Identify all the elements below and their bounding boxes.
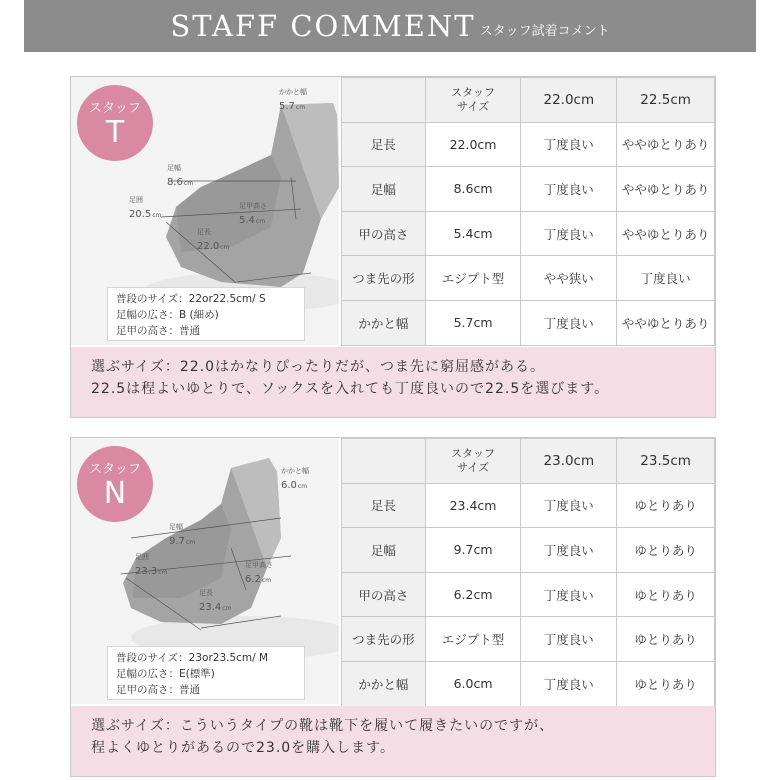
instep-height-measure [245,562,273,585]
table-cell: ややゆとりあり [617,211,715,256]
size-comment [71,347,715,417]
table-cell: 丁度良い [521,211,617,256]
table-cell: 丁度良い [617,256,715,301]
table-header-row [342,439,715,484]
info-line: 普段のサイズ：22or22.5cm/ S [116,293,266,305]
table-cell: やや狭い [521,256,617,301]
table-cell: ややゆとりあり [617,167,715,212]
table-cell: 丁度良い [521,572,617,617]
table-cell: 丁度良い [521,528,617,573]
measure-label: 足甲高さ [239,202,267,210]
measure-value: 5.4 [239,215,255,226]
section-header [24,0,756,52]
header-title: STAFF COMMENT [170,9,476,43]
info-line: 足幅の広さ：B (細め) [116,309,219,321]
table-row [342,122,715,167]
foot-length-measure [197,229,229,252]
measure-unit: cm [297,483,308,490]
measure-value: 23.4 [199,602,222,613]
measure-label: 足長 [197,228,211,236]
table-cell: ゆとりあり [617,483,715,528]
badge-label: スタッフ [88,101,141,116]
table-row [342,528,715,573]
table-cell: ゆとりあり [617,661,715,706]
table-cell: 丁度良い [521,122,617,167]
badge-letter: N [103,476,127,511]
row-label: つま先の形 [342,617,426,662]
comment-line: 選ぶサイズ：こういうタイプの靴は靴下を履いて履きたいのですが、 [91,718,555,734]
row-label: かかと幅 [342,300,426,345]
measure-unit: cm [152,212,162,219]
measure-value: 22.0 [197,241,220,252]
table-cell: 9.7cm [425,528,521,573]
table-cell: 丁度良い [521,617,617,662]
measure-value: 20.5 [129,209,152,220]
table-cell: 6.0cm [425,661,521,706]
table-header-cell: スタッフ サイズ [425,439,521,484]
foot-girth-measure [135,554,167,577]
row-label: 足幅 [342,167,426,212]
table-cell: 6.2cm [425,572,521,617]
table-header-cell: スタッフ サイズ [425,78,521,123]
staff-badge [77,446,153,522]
foot-width-measure [169,524,195,547]
measure-value: 9.7 [169,536,185,547]
measure-label: 足長 [199,589,213,597]
table-cell: 丁度良い [521,300,617,345]
info-line: 普段のサイズ：23or23.5cm/ M [116,652,269,664]
comment-line: 選ぶサイズ：22.0はかなりぴったりだが、つま先に窮屈感がある。 [91,359,546,375]
measure-unit: cm [185,539,196,546]
instep-height-measure [239,203,267,226]
heel-width-measure [279,89,307,112]
foot-figure [71,77,339,345]
measure-unit: cm [222,605,232,612]
comment-line: 22.5は程よいゆとりで、ソックスを入れても丁度良いので22.5を選びます。 [91,381,610,397]
table-row [342,167,715,212]
table-row [342,211,715,256]
measure-unit: cm [295,104,306,111]
table-header-row [342,78,715,123]
table-row [342,300,715,345]
foot-length-measure [199,590,231,613]
measure-label: 足甲高さ [245,561,273,569]
measure-unit: cm [261,577,272,584]
table-row [342,572,715,617]
table-header-cell: 23.5cm [617,439,715,484]
badge-letter: T [105,115,125,150]
table-cell: ややゆとりあり [617,300,715,345]
fit-table [341,438,715,707]
table-row [342,256,715,301]
table-cell: 5.4cm [425,211,521,256]
measure-unit: cm [220,244,230,251]
table-row [342,483,715,528]
table-cell: 22.0cm [425,122,521,167]
table-row [342,617,715,662]
row-label: 甲の高さ [342,572,426,617]
table-cell: 丁度良い [521,167,617,212]
measure-unit: cm [158,569,168,576]
table-cell: 5.7cm [425,300,521,345]
measure-label: 足幅 [167,164,181,172]
measure-value: 5.7 [279,101,295,112]
row-label: 足長 [342,122,426,167]
measure-label: 足囲 [135,553,149,561]
staff-badge [77,85,153,161]
table-cell: 8.6cm [425,167,521,212]
info-line: 足幅の広さ：E(標準) [116,668,215,680]
foot-girth-measure [129,197,161,220]
table-header-cell: 22.0cm [521,78,617,123]
row-label: 甲の高さ [342,211,426,256]
foot-width-measure [167,165,193,188]
table-cell: ゆとりあり [617,528,715,573]
table-cell: 23.4cm [425,483,521,528]
table-corner [342,78,426,123]
table-cell: エジプト型 [425,617,521,662]
table-header-cell: 23.0cm [521,439,617,484]
measure-value: 23.3 [135,566,158,577]
comment-line: 程よくゆとりがあるので23.0を購入します。 [91,740,396,756]
info-line: 足甲の高さ：普通 [116,325,200,337]
table-cell: ゆとりあり [617,572,715,617]
row-label: 足長 [342,483,426,528]
measure-unit: cm [183,180,194,187]
table-cell: 丁度良い [521,483,617,528]
measure-label: 足幅 [169,523,183,531]
heel-width-measure [281,468,309,491]
table-cell: ややゆとりあり [617,122,715,167]
table-cell: ゆとりあり [617,617,715,662]
table-corner [342,439,426,484]
usual-size-info [107,287,305,341]
staff-panel-n [70,437,716,777]
header-subtitle: スタッフ試着コメント [479,23,610,39]
table-cell: エジプト型 [425,256,521,301]
staff-panel-t [70,76,716,418]
badge-label: スタッフ [88,462,141,477]
measure-value: 6.2 [245,574,261,585]
measure-value: 6.0 [281,480,297,491]
measure-label: 足囲 [129,196,143,204]
row-label: かかと幅 [342,661,426,706]
row-label: 足幅 [342,528,426,573]
size-comment [71,706,715,776]
measure-unit: cm [255,218,266,225]
row-label: つま先の形 [342,256,426,301]
table-row [342,661,715,706]
fit-table [341,77,715,346]
measure-label: かかと幅 [281,467,309,475]
table-header-cell: 22.5cm [617,78,715,123]
measure-label: かかと幅 [279,88,307,96]
usual-size-info [107,646,305,700]
info-line: 足甲の高さ：普通 [116,684,200,696]
measure-value: 8.6 [167,177,183,188]
foot-figure [71,438,339,704]
table-cell: 丁度良い [521,661,617,706]
